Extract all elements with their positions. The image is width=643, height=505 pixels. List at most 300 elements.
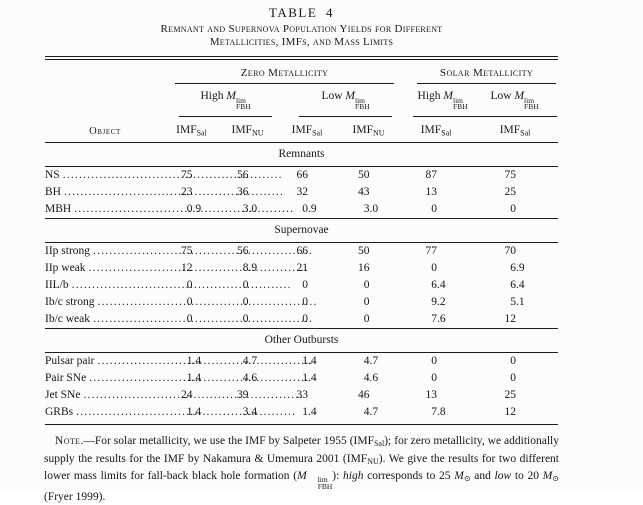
value [179,294,205,311]
imf-subscript: NU [251,128,264,137]
value-int: 50 [358,169,370,181]
value [502,243,528,260]
value [294,353,320,370]
value-dec: .7 [248,355,258,367]
mass-limit-header [165,84,277,117]
value-int: 13 [425,186,438,198]
math-sub: FBH [235,102,251,111]
row-label-cell [45,167,165,185]
value-dec [370,311,382,328]
value-dec [370,277,382,294]
row-label: GRBs [45,406,74,418]
value-dec [437,201,449,218]
row-label: Pair SNe [45,372,87,384]
value-cell [337,243,400,261]
value-cell [472,387,558,404]
value-cell [472,277,558,294]
value-dec [193,167,205,184]
note-math-supsub [307,477,333,490]
mass-limit-label: High M lim FBH [413,84,472,117]
note-segment: corresponds to 25 [363,470,455,483]
table-row [45,277,558,294]
value-int: 66 [296,169,308,181]
value-int: 12 [504,406,517,418]
value [356,404,382,421]
value-dec: .7 [369,355,379,367]
row-label-cell [45,387,165,404]
value-int: 1 [302,406,308,418]
value [502,260,528,277]
value-dec [249,277,261,294]
value-dec: .9 [308,203,317,215]
note-segment: Sal [373,439,385,448]
value [423,370,449,387]
value [294,243,320,260]
value [502,387,528,404]
table-row [45,201,558,219]
row-label-wrap [45,167,155,184]
imf-subscript: Sal [196,128,207,137]
math-supsub [524,95,539,111]
value-cell [400,404,472,425]
math-sup: lim [355,95,366,105]
value-cell [400,167,472,185]
value [502,277,528,294]
value-dec: .4 [516,279,525,291]
value-dec [193,260,205,277]
value [235,260,261,277]
value-dec [308,294,320,311]
imf-column-header: $IMF_{Sal}$ [400,117,472,143]
value [294,167,320,184]
value-cell [472,260,558,277]
value-int: 8 [242,262,249,274]
table-caption-line1: Remnant and Supernova Population Yields for Different [160,23,443,35]
value-dec [516,370,528,387]
value-dec [516,311,528,328]
value [294,404,320,421]
value-cell [400,294,472,311]
value-dec [308,243,320,260]
math-sup: lim [317,475,328,485]
value-int: 7 [431,313,438,325]
value [423,294,449,311]
row-label: Ib/c weak [45,313,91,325]
value-dec [437,353,449,370]
value-dec [308,184,320,201]
note-segment: ⊙ [552,474,559,484]
value-dec [308,167,320,184]
value [423,277,449,294]
value-dec: .0 [248,203,258,215]
value-dec: .4 [308,372,317,384]
value-int: 7 [431,406,438,418]
value-int: 1 [186,355,193,367]
value [502,311,528,328]
value [294,277,320,294]
value-dec [308,387,320,404]
imf-subscript: Sal [441,128,452,137]
value-int: 33 [296,389,308,401]
row-label-wrap [45,294,155,311]
value-dec: .4 [248,406,258,418]
section-header-row [45,143,558,167]
note-segment: high [343,470,364,483]
value-dec [370,387,382,404]
value-int: 0 [302,296,308,308]
header-row-imf [45,117,558,143]
row-label-cell [45,370,165,387]
value [502,353,528,370]
value-int: 5 [510,296,517,308]
value-dec [370,167,382,184]
table-row [45,353,558,371]
table-section [45,329,558,425]
math-supsub [355,95,370,111]
value-dec: .9 [192,203,202,215]
value-dec [193,387,205,404]
value-int: 87 [425,169,438,181]
math-sub: FBH [355,102,370,111]
value-dec [370,184,382,201]
table-row [45,387,558,404]
value-int: 12 [181,262,193,274]
value [179,201,205,218]
value [356,370,382,387]
header-row-groups [45,58,558,84]
value-dec [249,184,261,201]
section-header-row [45,329,558,353]
value [179,243,205,260]
value-dec [437,370,449,387]
row-label: NS [45,169,60,181]
value [179,311,205,328]
value-int: 0 [186,279,193,291]
value-dec [308,260,320,277]
value-dec: .6 [369,372,379,384]
value-cell [337,260,400,277]
math-sup: lim [452,95,463,105]
value-cell [400,277,472,294]
value-int: 0 [363,296,370,308]
value-int: 24 [181,389,193,401]
value-dec [370,243,382,260]
math-supsub [235,95,251,111]
value-cell [472,370,558,387]
value-dec: .0 [369,203,379,215]
value-dec: .4 [308,355,317,367]
value-cell [472,311,558,329]
value [502,201,528,218]
value [294,201,320,218]
value-dec [437,260,449,277]
note-segment: M [454,470,464,483]
value [294,184,320,201]
value-dec [249,387,261,404]
note-segment: (Fryer 1999). [44,491,106,504]
value-cell [277,167,337,185]
value-int: 16 [358,262,370,274]
value-cell [337,387,400,404]
value-dec [516,201,528,218]
table-row [45,311,558,329]
value [502,184,528,201]
value-int: 0 [242,313,249,325]
math-sub: FBH [524,102,539,111]
value [235,404,261,421]
value [423,311,449,328]
value-int: 0 [186,313,193,325]
value-int: 0 [186,296,193,308]
value-dec: .4 [308,406,317,418]
header-row-mass-limits [45,84,558,117]
value [423,387,449,404]
value-dec [437,387,449,404]
table-row [45,243,558,261]
row-label-wrap [45,404,155,421]
row-label-cell [45,311,165,329]
value-dec: .4 [192,355,202,367]
mass-limit-label: High M lim FBH [179,84,272,117]
value-dec: .4 [192,406,202,418]
value [356,294,382,311]
mass-limit-header [472,84,558,117]
value-int: 75 [181,245,193,257]
value-int: 6 [510,279,517,291]
imf-subscript: Sal [312,128,323,137]
value-int: 12 [504,313,517,325]
value-int: 46 [358,389,370,401]
value-cell [472,167,558,185]
value-int: 1 [302,372,308,384]
value [235,184,261,201]
math-sub: FBH [452,102,468,111]
math-var: M [345,90,355,102]
row-label-wrap [45,311,155,328]
value [235,311,261,328]
value [294,260,320,277]
value-dec [249,311,261,328]
value-dec [437,243,449,260]
value-dec [308,311,320,328]
table-section [45,143,558,219]
value-int: 70 [504,245,517,257]
mass-limit-label: Low M lim FBH [299,84,392,117]
data-table [45,56,558,425]
section-title: Other Outbursts [45,329,558,353]
value-int: 25 [504,186,517,198]
dot-leader [98,294,318,311]
value-cell [400,311,472,329]
section-header-row [45,219,558,243]
value-int: 0 [510,355,517,367]
value [179,167,205,184]
value [356,260,382,277]
value [179,387,205,404]
value [356,353,382,370]
value-dec [516,353,528,370]
note-segment: ⊙ [463,474,471,484]
value-int: 75 [504,169,517,181]
row-label-cell [45,404,165,425]
value-int: 0 [510,203,517,215]
value-cell [337,370,400,387]
math-supsub [452,95,468,111]
value-cell [337,201,400,219]
note-segment: ): [332,470,343,483]
value-cell [472,184,558,201]
row-label-wrap [45,184,155,201]
note-segment: M [297,470,307,483]
imf-column-header: $IMF_{Sal}$ [277,117,337,143]
value-cell [277,184,337,201]
value-int: 6 [431,279,438,291]
value [235,370,261,387]
value-int: 9 [431,296,438,308]
value-int: 0 [431,262,438,274]
value-int: 50 [358,245,370,257]
value-cell [337,184,400,201]
value-dec [193,243,205,260]
value [423,184,449,201]
row-label-cell [45,294,165,311]
value [235,167,261,184]
value-int: 0 [363,279,370,291]
row-label: Pulsar pair [45,355,95,367]
row-label: IIp strong [45,245,91,257]
imf-column-header: $IMF_{NU}$ [218,117,277,143]
note-segment: Note [55,435,81,447]
math-var: M [443,90,453,102]
value-int: 0 [431,203,438,215]
imf-subscript: Sal [520,128,531,137]
table-row [45,184,558,201]
mass-limit-label: Low M lim FBH [472,84,557,117]
value-int: 39 [237,389,249,401]
value [294,311,320,328]
table-note [44,434,559,505]
blank-cell [45,84,165,117]
imf-column-header: $IMF_{Sal}$ [165,117,218,143]
value [235,243,261,260]
imf-subscript: NU [372,128,385,137]
row-label-cell [45,184,165,201]
note-segment: .—For solar metallicity, we use the IMF by Salpeter 1955 (IMF [80,435,374,447]
value-dec [516,243,528,260]
value-dec: .9 [516,262,525,274]
value-dec [516,404,528,421]
value [294,294,320,311]
value [423,260,449,277]
table-row [45,167,558,185]
object-column-header: Object [45,117,165,143]
value-int: 36 [237,186,249,198]
value-dec [193,311,205,328]
value-int: 0 [510,372,517,384]
section-title: Remnants [45,143,558,167]
value [423,353,449,370]
value [294,387,320,404]
value-int: 25 [504,389,517,401]
value-dec: .6 [248,372,258,384]
section-title: Supernovae [45,219,558,243]
value [423,404,449,421]
value-int: 0 [242,279,249,291]
value-dec [437,184,449,201]
math-sup: lim [235,95,246,105]
table-caption-line2: Metallicities, IMFs, and Mass Limits [209,36,394,48]
value-dec: .1 [516,296,525,308]
row-label-wrap [45,370,155,387]
value-dec [193,184,205,201]
imf-column-header: $IMF_{NU}$ [337,117,400,143]
value [423,201,449,218]
value-int: 0 [302,203,308,215]
value-dec [516,387,528,404]
value-int: 77 [425,245,438,257]
mass-limit-header [277,84,400,117]
value-dec: .4 [192,372,202,384]
row-label: Ib/c strong [45,296,95,308]
value [179,353,205,370]
value-int: 0 [431,355,438,367]
value [356,201,382,218]
row-label-wrap [45,243,155,260]
value-int: 3 [242,203,249,215]
row-label: Jet SNe [45,389,81,401]
value-dec [193,294,205,311]
value-cell [472,353,558,371]
math-sub: FBH [317,481,333,491]
value [356,243,382,260]
value-dec [249,167,261,184]
value-cell [337,353,400,371]
value-int: 56 [237,245,249,257]
value [423,167,449,184]
value-cell [337,277,400,294]
value-int: 0 [431,372,438,384]
value-cell [400,260,472,277]
dot-leader [98,353,318,370]
value [356,167,382,184]
blank-cell [45,58,165,84]
value-int: 13 [425,389,438,401]
value-int: 66 [296,245,308,257]
value-cell [472,201,558,219]
table-row [45,294,558,311]
row-label-wrap [45,260,155,277]
value-cell [472,404,558,425]
value [235,294,261,311]
column-group-header [165,58,400,84]
row-label-wrap [45,353,155,370]
value-dec: .2 [437,296,446,308]
value [502,167,528,184]
note-segment: and [470,470,495,483]
value [502,404,528,421]
row-label: IIp weak [45,262,86,274]
value-int: 4 [242,355,249,367]
table-head [45,58,558,143]
note-segment: to 20 [511,470,543,483]
row-label-cell [45,201,165,219]
table-row [45,370,558,387]
value [235,201,261,218]
value-cell [472,294,558,311]
group-label: Solar Metallicity [417,67,556,84]
value [179,370,205,387]
value-dec: .6 [437,313,446,325]
